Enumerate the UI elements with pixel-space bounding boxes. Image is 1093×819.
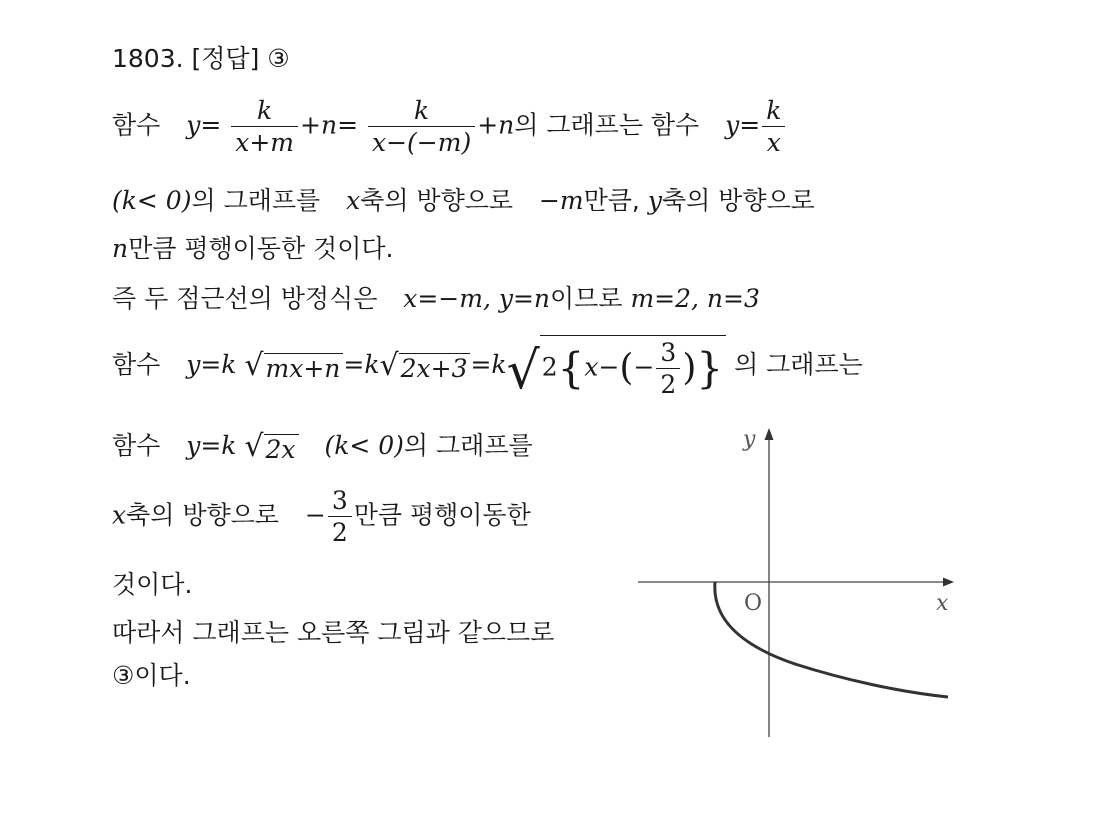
equals: =: [337, 110, 359, 140]
sqrt-graph: [630, 420, 970, 740]
text: 따라서 그래프는 오른쪽 그림과 같으므로: [112, 618, 555, 647]
line-9: [112, 620, 554, 645]
line-3: [112, 236, 393, 261]
text-uigraph: 의 그래프는 함수: [514, 110, 700, 140]
origin-label: O: [744, 591, 763, 616]
line-5: [112, 335, 863, 401]
fraction-3-over-2: [328, 488, 352, 545]
sqrt-2-brace: √2{x−(− $\frac{3}{2}$ )}: [507, 335, 727, 397]
minus: −: [304, 500, 326, 530]
x-axis-label: x: [936, 591, 949, 616]
frac-num: k: [762, 98, 785, 127]
text: 만큼,: [583, 186, 640, 215]
y-eq-k: y=k: [186, 431, 237, 460]
answer-label: [정답]: [191, 44, 260, 73]
minus: −: [633, 352, 655, 382]
text-hamsu: 함수: [112, 431, 161, 460]
frac-num: k: [231, 98, 298, 127]
x-axis-arrow-icon: [943, 578, 954, 587]
line-2: [112, 188, 815, 213]
plus-n: +n: [477, 110, 515, 140]
equation-x-eq-neg-m: x=−m,: [403, 284, 491, 313]
equation-n-eq-3: n=3: [706, 284, 760, 313]
line-4: [112, 286, 760, 311]
neg-m: −m: [538, 186, 584, 215]
text: 의 그래프를: [191, 186, 321, 215]
answer-symbol: ③: [267, 44, 290, 73]
frac-den: 2: [331, 518, 348, 547]
var-y: y: [725, 110, 740, 140]
line-8: [112, 572, 192, 597]
condition-k-lt-0: (k< 0): [112, 186, 192, 215]
equals: =: [200, 110, 222, 140]
equation-m-eq-2: m=2,: [630, 284, 699, 313]
var-x: x: [346, 186, 361, 215]
text-hamsu: 함수: [112, 110, 161, 140]
fraction-k-over-x: [762, 98, 785, 155]
text: 축의 방향으로: [126, 500, 279, 530]
left-paren: (: [619, 347, 634, 389]
text-uigraph: 의 그래프는: [734, 350, 863, 379]
plus-n: +n: [300, 110, 338, 140]
frac-den: x−(−m): [371, 128, 472, 157]
text: 축의 방향으로: [360, 186, 514, 215]
line-6: [112, 429, 533, 464]
var-y: y: [186, 110, 201, 140]
sqrt-2x-plus-3: √2x+3: [380, 351, 471, 381]
text: 의 그래프를: [403, 431, 533, 460]
y-eq-k: y=k: [186, 350, 237, 379]
equation-y-eq-n: y=n: [498, 284, 551, 313]
text: 축의 방향으로: [661, 186, 815, 215]
equals: =: [739, 110, 761, 140]
radicand: 2x: [264, 434, 299, 462]
var-y: y: [647, 186, 662, 215]
eq-k: =k: [343, 350, 380, 379]
sqrt-mx-plus-n: √mx+n: [244, 351, 343, 381]
radicand: 2x+3: [399, 353, 471, 381]
two: 2: [541, 352, 558, 382]
text: 이므로: [550, 284, 623, 313]
right-paren: ): [682, 347, 697, 389]
text: 즉 두 점근선의 방정식은: [112, 284, 378, 313]
sqrt-2x: √2x: [244, 432, 298, 462]
fraction-3-over-2: [656, 340, 680, 397]
frac-den: x: [766, 128, 781, 157]
frac-num: 3: [656, 340, 680, 369]
eq-k: =k: [470, 350, 507, 379]
right-brace: }: [696, 343, 724, 393]
text: 만큼 평행이동한: [353, 500, 531, 530]
y-axis-arrow-icon: [765, 428, 774, 440]
line-10: [112, 663, 191, 688]
frac-num: 3: [328, 488, 352, 517]
text: ③이다.: [112, 661, 191, 690]
text-hamsu: 함수: [112, 350, 161, 379]
var-n: n: [112, 234, 129, 263]
text: 만큼 평행이동한 것이다.: [128, 234, 394, 263]
var-x: x: [112, 500, 127, 530]
radicand: mx+n: [264, 353, 344, 381]
fraction-k-over-x-minus-neg-m: [368, 98, 475, 155]
condition-k-lt-0: (k< 0): [324, 431, 404, 460]
x-minus: x−: [584, 352, 620, 382]
y-axis-label: y: [743, 427, 756, 452]
line-7: [112, 488, 531, 545]
frac-den: 2: [660, 370, 677, 399]
problem-header: [112, 46, 290, 71]
line-1: [112, 98, 787, 155]
frac-num: k: [368, 98, 475, 127]
problem-number: 1803.: [112, 44, 184, 73]
text: 것이다.: [112, 570, 193, 599]
left-brace: {: [557, 343, 585, 393]
fraction-k-over-x-plus-m: [231, 98, 298, 155]
frac-den: x+m: [235, 128, 295, 157]
